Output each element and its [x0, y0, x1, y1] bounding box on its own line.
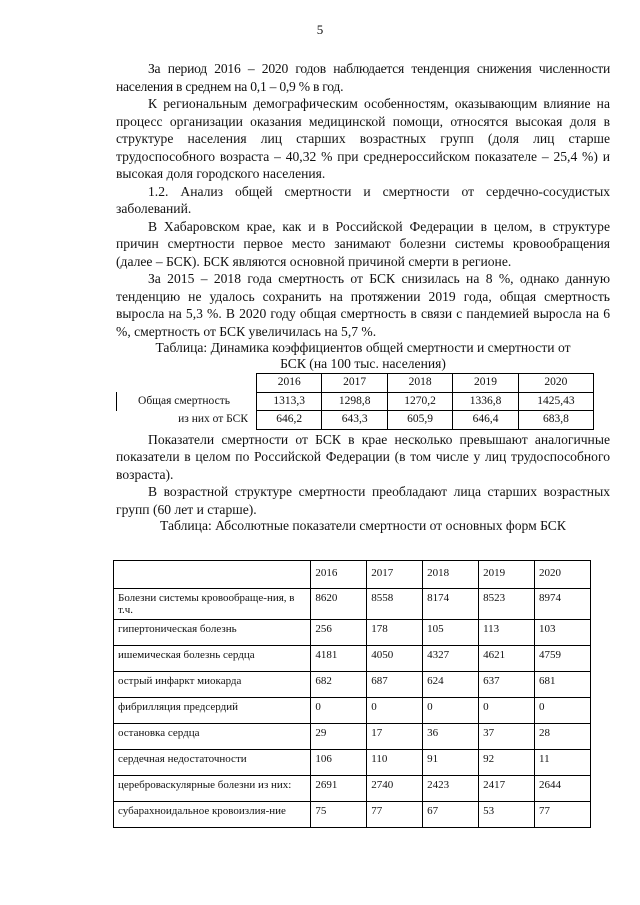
table1-header-row — [117, 374, 594, 393]
table2-cell: 0 — [311, 698, 367, 724]
bsk-absolute-mortality-table — [113, 560, 591, 828]
table2-cell: 37 — [479, 724, 535, 750]
table-row — [117, 411, 594, 430]
table2-cell: 4621 — [479, 646, 535, 672]
table1-caption-line2: БСК (на 100 тыс. населения) — [280, 356, 446, 371]
table1-cell: 646,2 — [257, 411, 322, 430]
table2-cell: 8174 — [423, 589, 479, 620]
table2-cell: 0 — [423, 698, 479, 724]
table2-cell: 178 — [367, 620, 423, 646]
table1-cell: 643,3 — [322, 411, 387, 430]
table2-cell: 106 — [311, 750, 367, 776]
table2-cell: 105 — [423, 620, 479, 646]
table2-cell: 0 — [535, 698, 591, 724]
table-row — [114, 646, 591, 672]
table2-row-label: острый инфаркт миокарда — [114, 672, 311, 698]
page-number: 5 — [316, 22, 324, 37]
table2-cell: 4327 — [423, 646, 479, 672]
table2-cell: 29 — [311, 724, 367, 750]
table-row — [114, 724, 591, 750]
paragraph-population-trend: За период 2016 – 2020 годов наблюдается тенденция снижения численности населения в среднем на 0,1 – 0,9 % в год. — [116, 61, 610, 94]
table2-cell: 92 — [479, 750, 535, 776]
table2-year: 2016 — [311, 561, 367, 589]
table-row — [114, 776, 591, 802]
table1-row-label: Общая смертность — [117, 392, 257, 411]
table1-caption — [116, 340, 610, 372]
table-row — [114, 589, 591, 620]
table-row — [114, 620, 591, 646]
table2-row-label: остановка сердца — [114, 724, 311, 750]
table2-cell: 637 — [479, 672, 535, 698]
table2-year: 2017 — [367, 561, 423, 589]
table2-cell: 2423 — [423, 776, 479, 802]
table2-cell: 0 — [479, 698, 535, 724]
table2-cell: 75 — [311, 802, 367, 828]
paragraph-bsk-structure: В Хабаровском крае, как и в Российской Федерации в целом, в структуре причин смертности первое место занимают болезни системы кровообращения (далее – БСК). БСК являются основной причиной смерти в регионе. — [116, 218, 610, 269]
table1-year: 2017 — [322, 374, 387, 393]
table-row — [114, 750, 591, 776]
table2-row-label: фибрилляция предсердий — [114, 698, 311, 724]
table2-cell: 11 — [535, 750, 591, 776]
table1-cell: 1425,43 — [518, 392, 593, 411]
table2-cell: 624 — [423, 672, 479, 698]
table2-cell: 77 — [535, 802, 591, 828]
table2-cell: 113 — [479, 620, 535, 646]
table2-cell: 8620 — [311, 589, 367, 620]
table2-year: 2018 — [423, 561, 479, 589]
table2-cell: 8558 — [367, 589, 423, 620]
table1-cell: 646,4 — [453, 411, 518, 430]
table2-cell: 687 — [367, 672, 423, 698]
table1-year: 2016 — [257, 374, 322, 393]
table2-cell: 8523 — [479, 589, 535, 620]
table2-cell: 682 — [311, 672, 367, 698]
table1-row-label: из них от БСК — [178, 413, 248, 425]
table2-header-row — [114, 561, 591, 589]
table2-cell: 0 — [367, 698, 423, 724]
table1-year: 2018 — [387, 374, 452, 393]
table1-cell: 1313,3 — [257, 392, 322, 411]
table2-cell: 4050 — [367, 646, 423, 672]
table2-caption: Таблица: Абсолютные показатели смертности от основных форм БСК — [160, 518, 566, 533]
table1-year: 2019 — [453, 374, 518, 393]
mortality-coefficients-table — [116, 373, 594, 430]
table-row — [114, 672, 591, 698]
table2-cell: 256 — [311, 620, 367, 646]
table2-cell: 53 — [479, 802, 535, 828]
table2-cell: 28 — [535, 724, 591, 750]
paragraph-age-structure: В возрастной структуре смертности преобладают лица старших возрастных групп (60 лет и старше). — [116, 484, 610, 517]
table2-row-label: цереброваскулярные болезни из них: — [114, 776, 311, 802]
table2-year: 2020 — [535, 561, 591, 589]
table2-row-label: Болезни системы кровообраще-ния, в т.ч. — [114, 589, 311, 620]
table2-cell: 67 — [423, 802, 479, 828]
table2-cell: 2740 — [367, 776, 423, 802]
paragraph-demographics: К региональным демографическим особенностям, оказывающим влияние на процесс организации оказания медицинской помощи, относятся высокая доля в структуре населения лиц старших возрастных групп (доля лиц старше трудоспособного возраста – 40,32 % при среднероссийском показателе – 25,4 %) и высокая доля городского населения. — [116, 96, 610, 181]
table1-cell: 1336,8 — [453, 392, 518, 411]
table2-year: 2019 — [479, 561, 535, 589]
table2-row-label: сердечная недостаточности — [114, 750, 311, 776]
table1-cell: 1270,2 — [387, 392, 452, 411]
table1-year: 2020 — [518, 374, 593, 393]
table2-row-label: субарахноидальное кровоизлия-ние — [114, 802, 311, 828]
table2-cell: 2417 — [479, 776, 535, 802]
table2-cell: 4181 — [311, 646, 367, 672]
table2-cell: 17 — [367, 724, 423, 750]
table-row — [114, 802, 591, 828]
table2-cell: 36 — [423, 724, 479, 750]
table2-cell: 103 — [535, 620, 591, 646]
section-heading-1-2: 1.2. Анализ общей смертности и смертности от сердечно-сосудистых заболеваний. — [116, 183, 610, 216]
document-body — [116, 60, 610, 540]
table2-cell: 110 — [367, 750, 423, 776]
table2-cell: 91 — [423, 750, 479, 776]
table2-cell: 4759 — [535, 646, 591, 672]
paragraph-regional-comparison: Показатели смертности от БСК в крае несколько превышают аналогичные показатели в целом по Российской Федерации (в том числе у лиц трудоспособного возраста). — [116, 431, 610, 482]
table2-row-label: гипертоническая болезнь — [114, 620, 311, 646]
table2-row-label: ишемическая болезнь сердца — [114, 646, 311, 672]
table-row — [114, 698, 591, 724]
table2-cell: 8974 — [535, 589, 591, 620]
table2-cell: 681 — [535, 672, 591, 698]
table1-caption-line1: Таблица: Динамика коэффициентов общей смертности и смертности от — [155, 340, 571, 355]
table-row — [117, 392, 594, 411]
table2-cell: 2691 — [311, 776, 367, 802]
table1-cell: 683,8 — [518, 411, 593, 430]
table1-cell: 1298,8 — [322, 392, 387, 411]
table2-cell: 2644 — [535, 776, 591, 802]
table1-cell: 605,9 — [387, 411, 452, 430]
paragraph-mortality-dynamics: За 2015 – 2018 года смертность от БСК снизилась на 8 %, однако данную тенденцию не удалось сохранить на протяжении 2019 года, общая смертность выросла на 5,3 %. В 2020 году общая смертность в связи с пандемией выросла на 6 %, смертность от БСК увеличилась на 5,7 %. — [116, 271, 610, 339]
table2-cell: 77 — [367, 802, 423, 828]
